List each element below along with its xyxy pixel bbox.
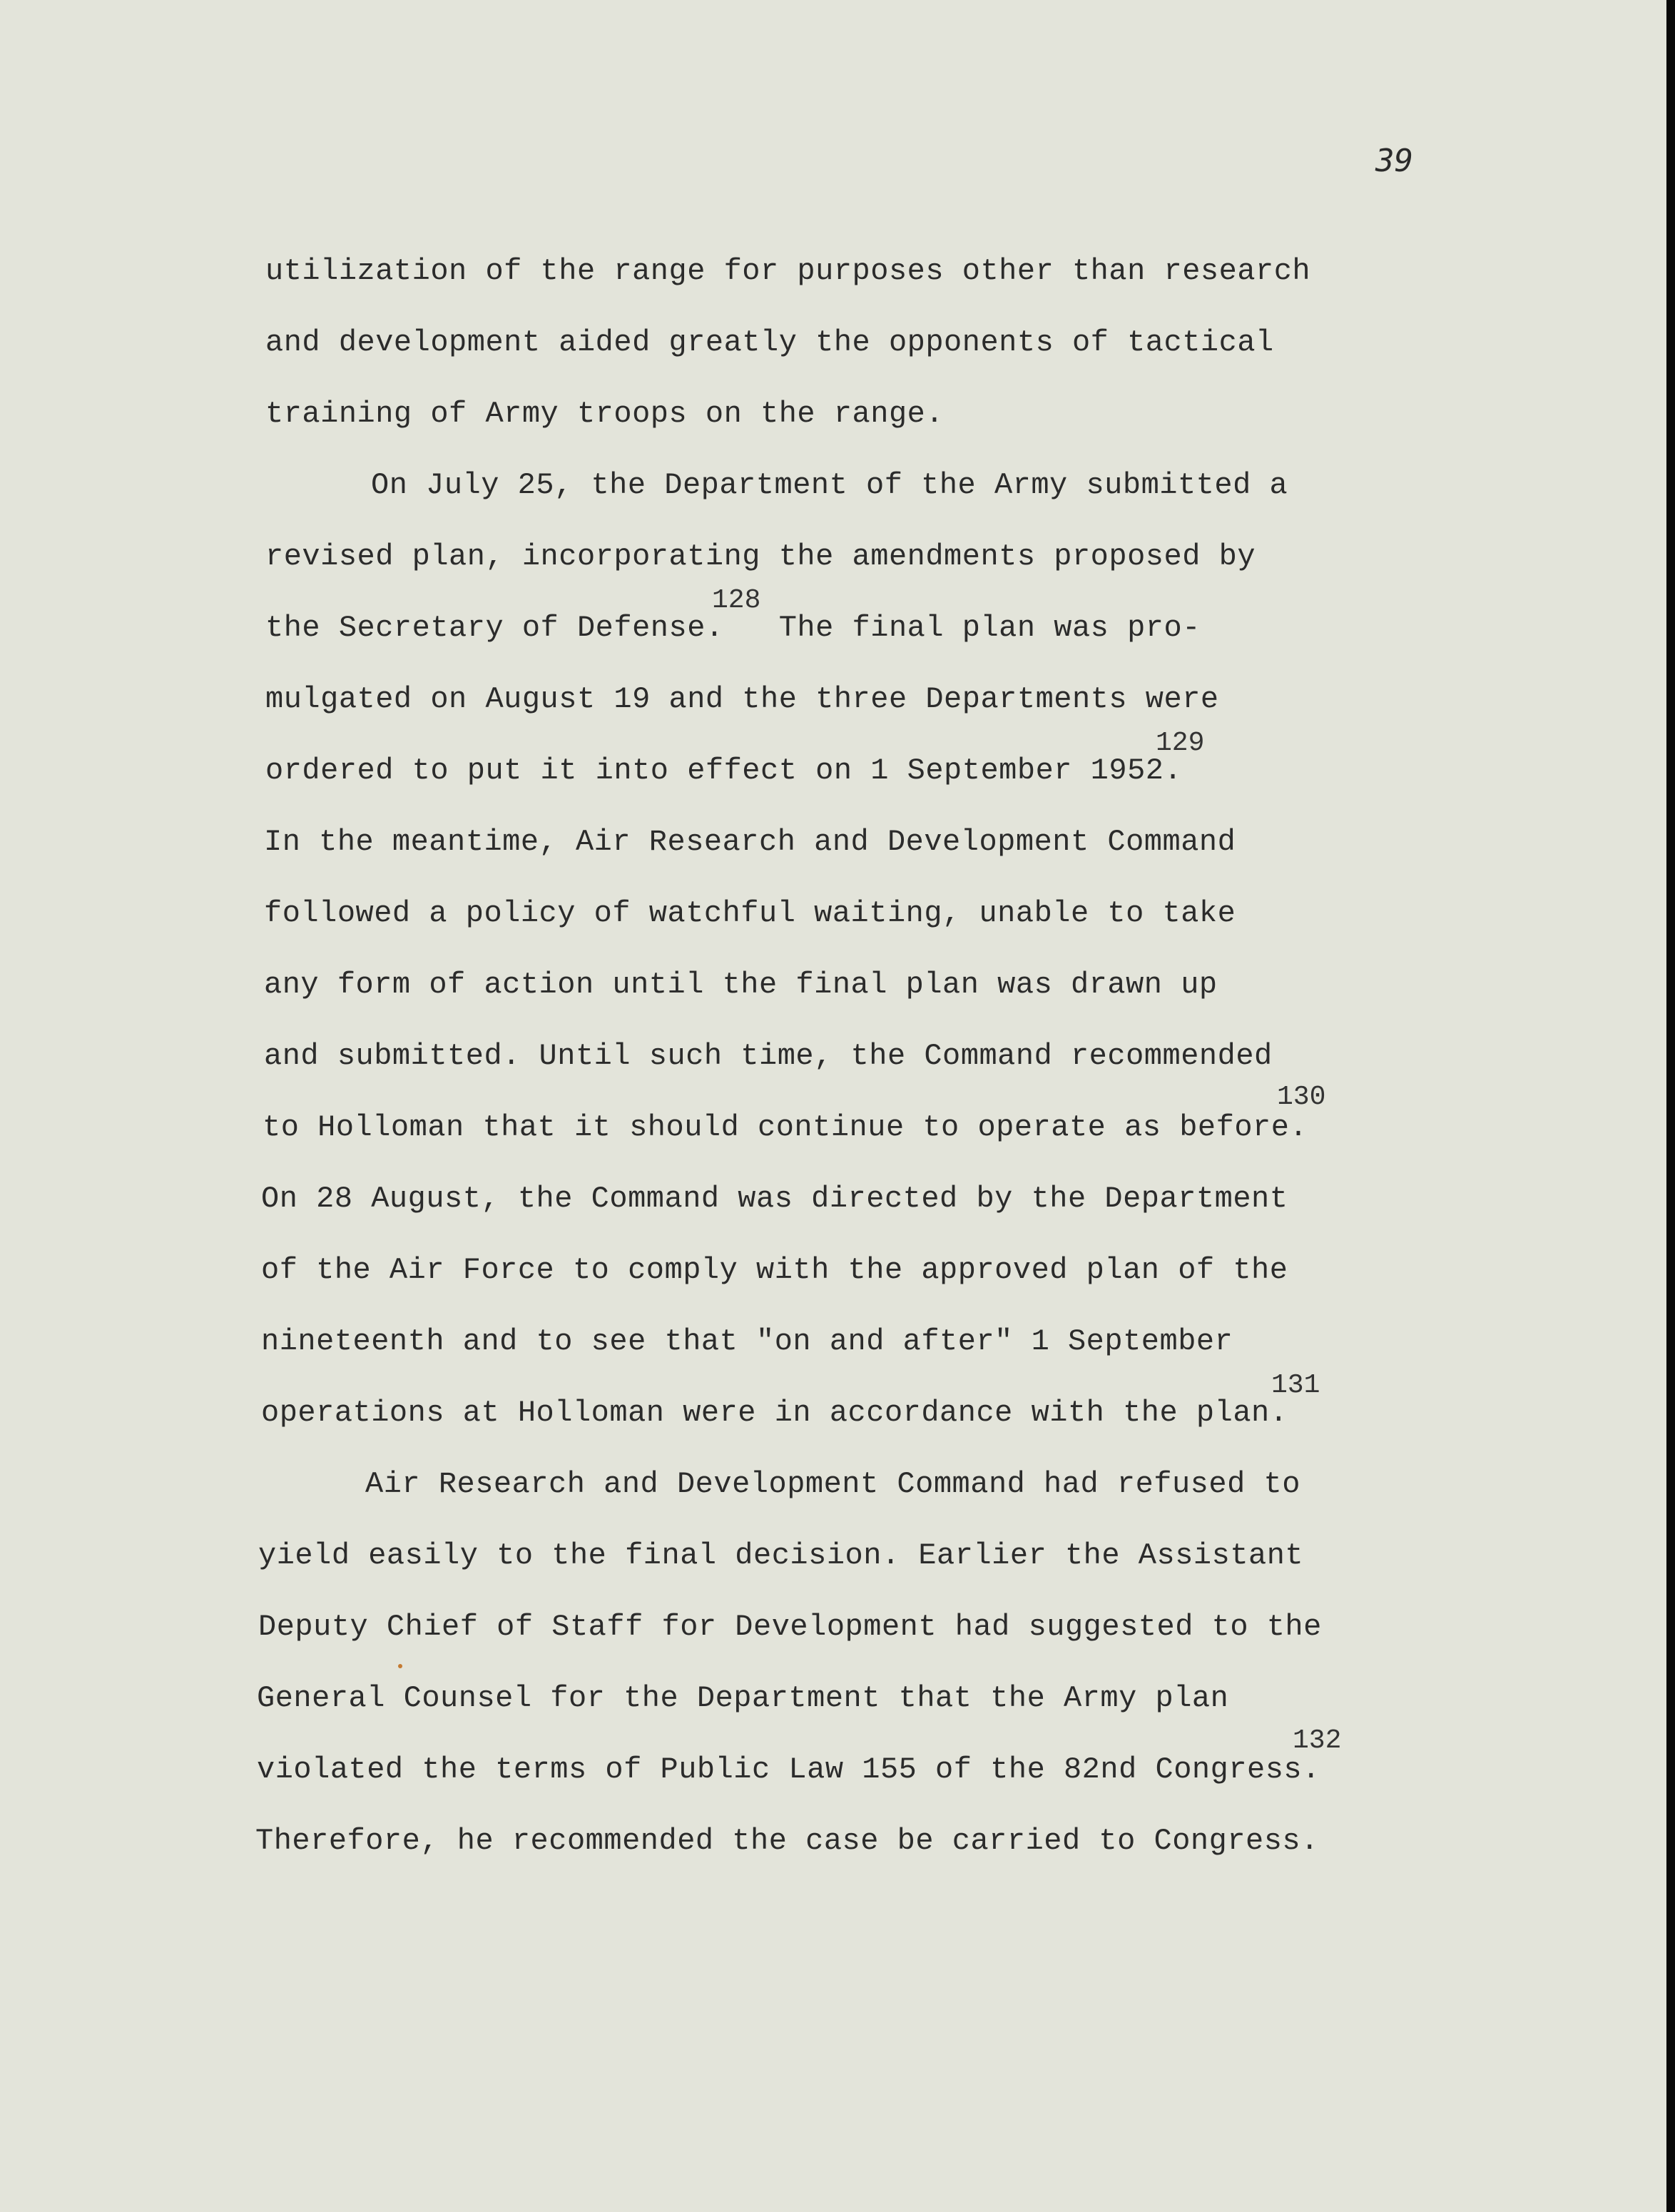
text-line: of the Air Force to comply with the approved plan of the [261, 1253, 1288, 1287]
text-line: On July 25, the Department of the Army submitted a [371, 468, 1288, 502]
text-line: any form of action until the final plan was drawn up [264, 968, 1218, 1002]
text-line: and submitted. Until such time, the Command recommended [264, 1039, 1273, 1073]
text-line: mulgated on August 19 and the three Departments were [265, 682, 1219, 716]
text-line: On 28 August, the Command was directed by the Department [261, 1182, 1288, 1216]
text-line: followed a policy of watchful waiting, unable to take [264, 896, 1236, 930]
text-line: yield easily to the final decision. Earlier the Assistant [258, 1538, 1304, 1573]
page-number: 39 [1375, 143, 1413, 179]
scan-edge [1666, 0, 1675, 2212]
text-line: to Holloman that it should continue to operate as before. [263, 1110, 1308, 1145]
footnote-reference: 129 [1156, 728, 1205, 759]
text-line: ordered to put it into effect on 1 September 1952. [265, 754, 1183, 788]
footnote-reference: 132 [1293, 1725, 1342, 1756]
text-line: training of Army troops on the range. [265, 397, 945, 431]
footnote-reference: 128 [712, 585, 761, 616]
text-line: the Secretary of Defense. The final plan was pro- [265, 611, 1201, 645]
text-line: nineteenth and to see that "on and after" 1 September [261, 1324, 1233, 1359]
text-line: In the meantime, Air Research and Development Command [264, 825, 1236, 859]
text-line: Air Research and Development Command had refused to [365, 1467, 1300, 1501]
text-line: Therefore, he recommended the case be carried to Congress. [255, 1824, 1319, 1858]
ink-speck [398, 1664, 402, 1668]
text-line: General Counsel for the Department that the Army plan [257, 1681, 1229, 1715]
footnote-reference: 130 [1277, 1082, 1326, 1112]
text-line: violated the terms of Public Law 155 of the 82nd Congress. [257, 1752, 1320, 1787]
text-line: and development aided greatly the opponents of tactical [265, 325, 1274, 360]
text-line: revised plan, incorporating the amendments proposed by [265, 539, 1256, 574]
text-line: utilization of the range for purposes other than research [265, 254, 1311, 288]
text-line: operations at Holloman were in accordance with the plan. [261, 1396, 1288, 1430]
text-line: Deputy Chief of Staff for Development had suggested to the [258, 1610, 1322, 1644]
footnote-reference: 131 [1271, 1370, 1320, 1401]
